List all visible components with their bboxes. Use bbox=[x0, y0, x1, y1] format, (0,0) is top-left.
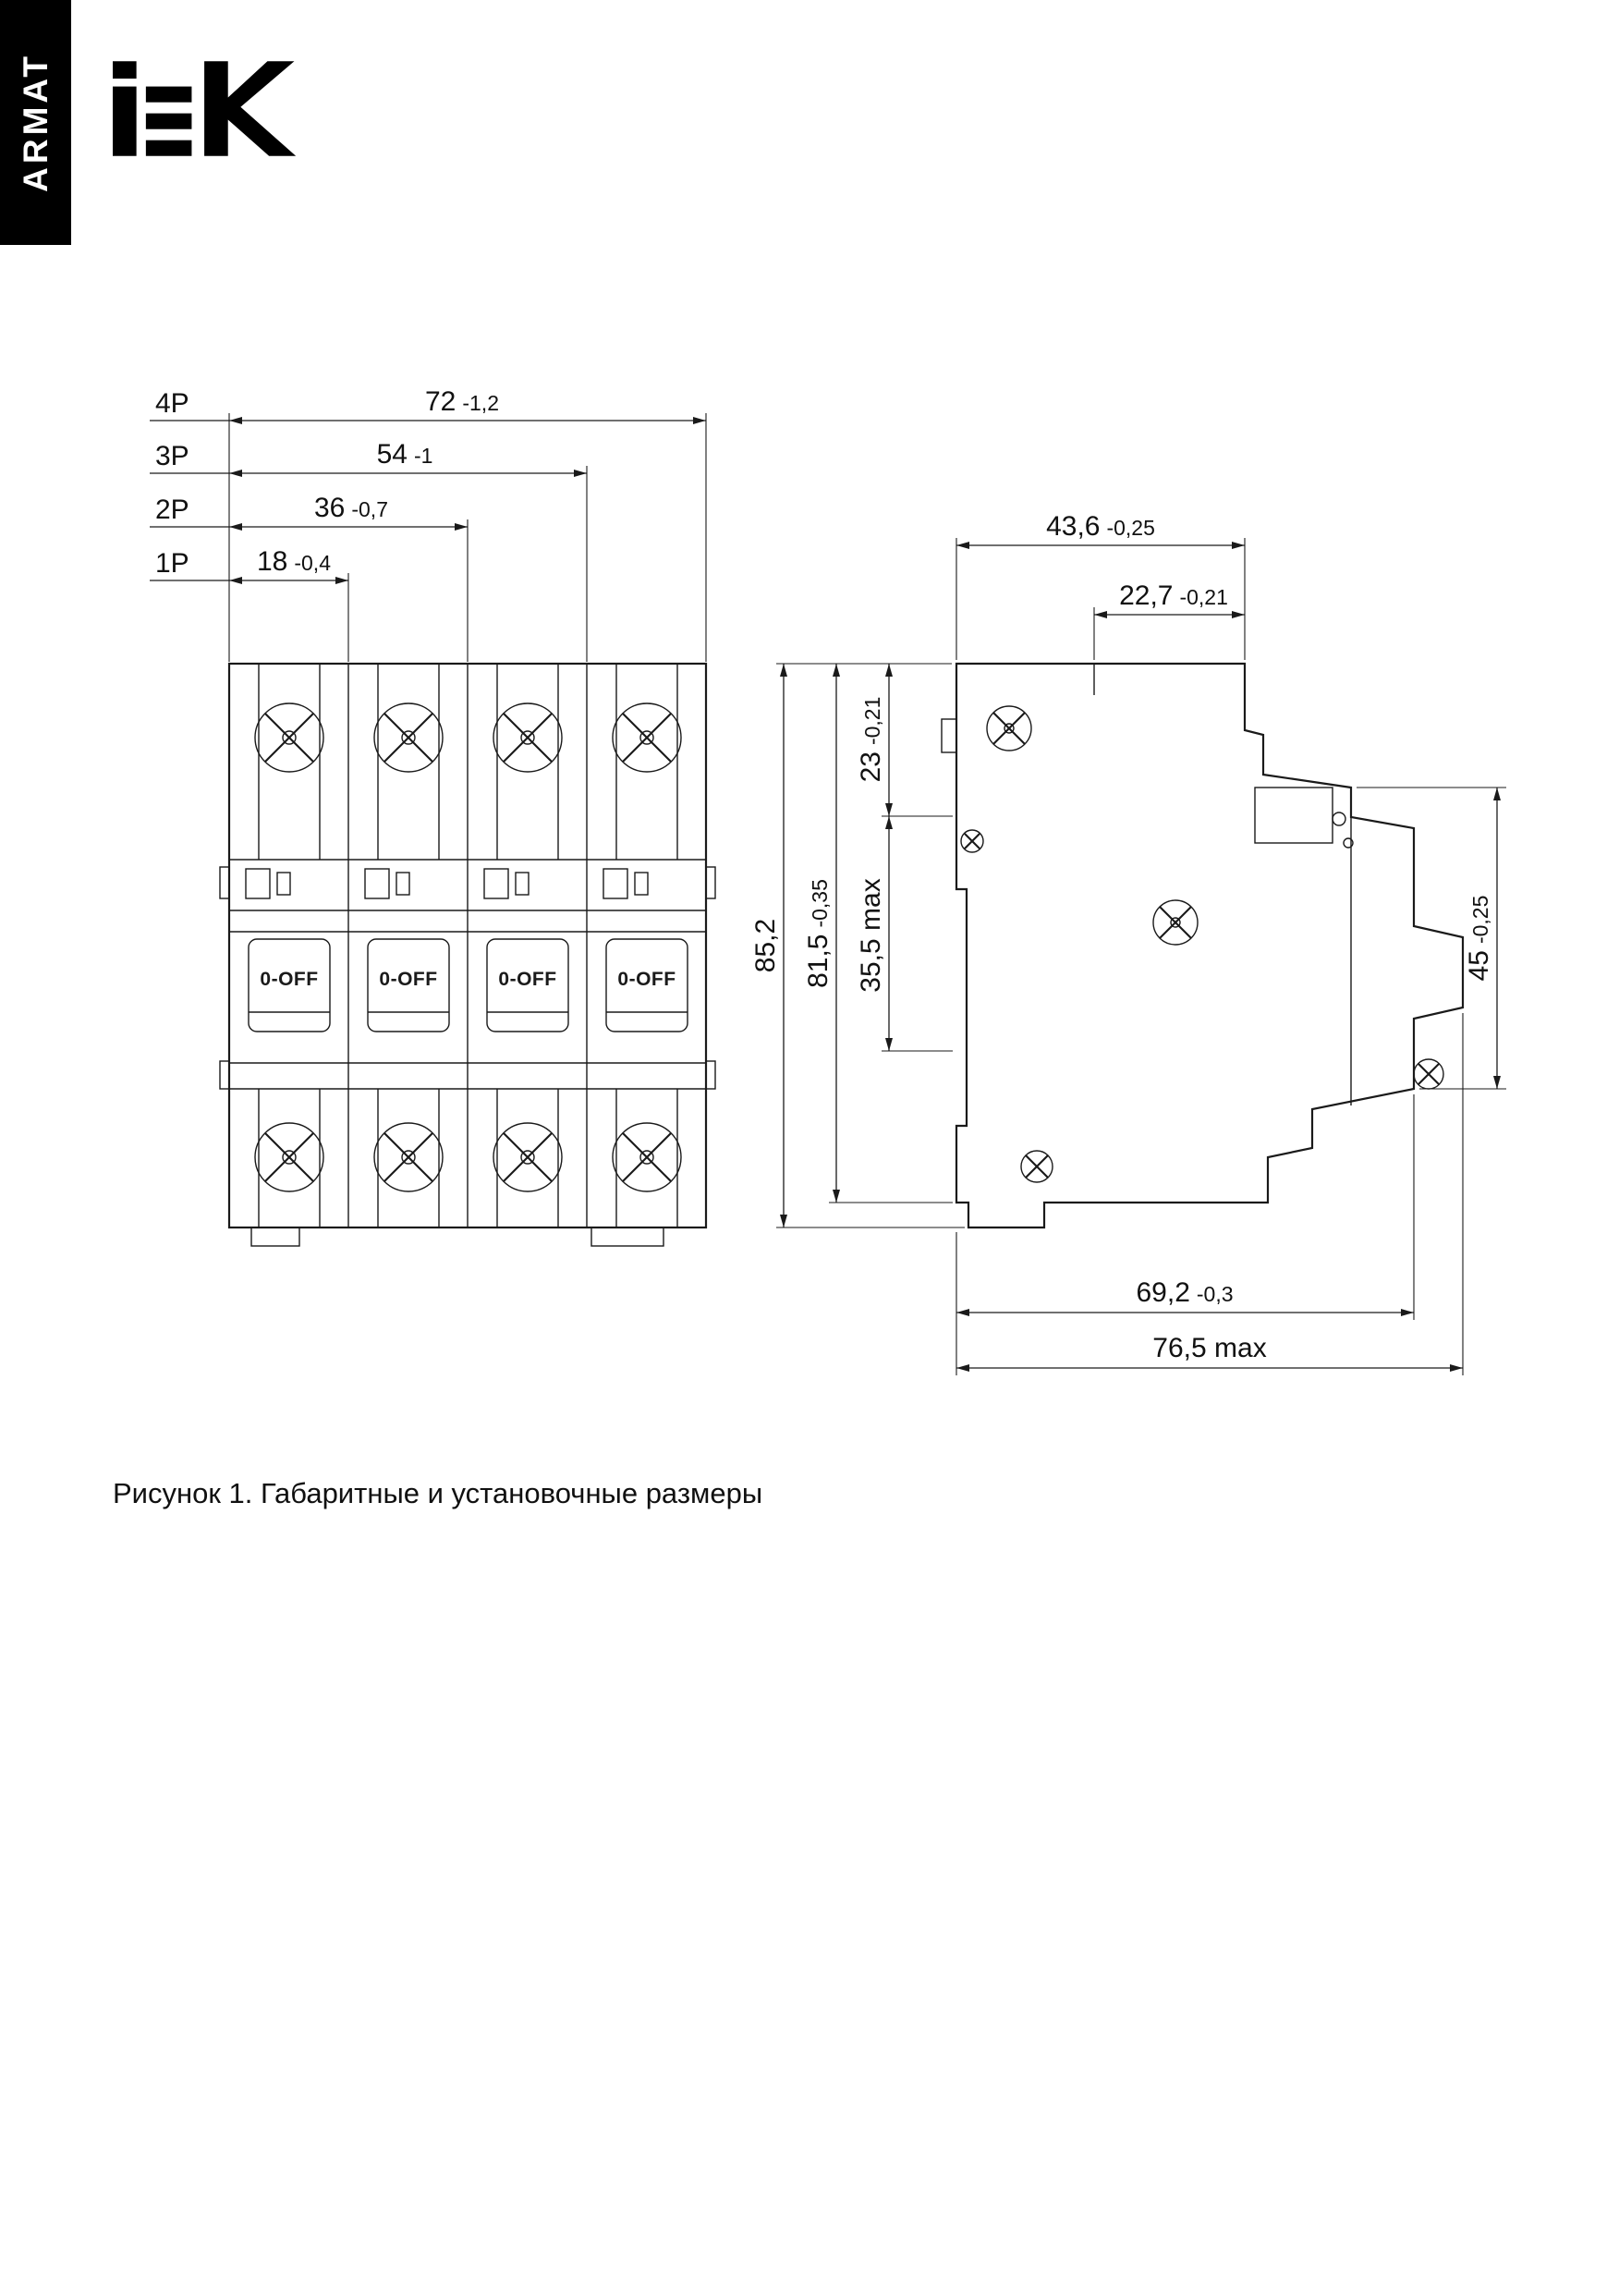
dim-width-4p: 72 -1,2 bbox=[424, 386, 500, 417]
series-label: ARMAT bbox=[16, 53, 55, 192]
pole-label-3p: 3P bbox=[155, 441, 189, 471]
rivet bbox=[987, 706, 1031, 751]
toggle-lever bbox=[606, 939, 688, 1032]
marking-plate bbox=[1255, 788, 1333, 843]
dim-height-total: 85,2 bbox=[750, 918, 781, 973]
toggle-lever bbox=[368, 939, 449, 1032]
toggle-label: 0-OFF bbox=[498, 969, 557, 990]
toggle-label: 0-OFF bbox=[617, 969, 676, 990]
pole-label-2p: 2P bbox=[155, 495, 189, 525]
dim-width-top: 43,6 -0,25 bbox=[1046, 511, 1155, 542]
dim-zone-front-max: 35,5 max bbox=[856, 878, 886, 993]
pole bbox=[484, 664, 568, 1227]
dim-zone-top: 23-0,21 bbox=[856, 696, 886, 783]
front-view-dimensions bbox=[150, 386, 706, 662]
side-view-dimensions bbox=[750, 511, 1506, 1375]
pole bbox=[365, 664, 449, 1227]
dim-height-body: 81,5-0,35 bbox=[803, 879, 834, 988]
terminal-screw-bottom bbox=[493, 1123, 562, 1191]
din-foot bbox=[251, 1227, 299, 1246]
dim-width-1p: 18 -0,4 bbox=[256, 546, 332, 577]
dim-front-window: 45-0,25 bbox=[1464, 895, 1494, 982]
side-tab bbox=[220, 867, 229, 898]
pole bbox=[246, 664, 330, 1227]
side-tab bbox=[706, 867, 715, 898]
toggle-label: 0-OFF bbox=[379, 969, 438, 990]
dim-depth-mount: 69,2 -0,3 bbox=[1136, 1277, 1234, 1308]
toggle-label: 0-OFF bbox=[260, 969, 319, 990]
terminal-screw-bottom bbox=[613, 1123, 681, 1191]
terminal-screw-side bbox=[1414, 1059, 1443, 1089]
front-view bbox=[220, 664, 715, 1246]
rivet bbox=[1153, 900, 1198, 945]
rivet bbox=[961, 830, 983, 852]
toggle-lever bbox=[249, 939, 330, 1032]
dim-width-3p: 54 -1 bbox=[376, 439, 433, 470]
din-foot bbox=[591, 1227, 663, 1246]
side-tab bbox=[706, 1061, 715, 1089]
din-hook bbox=[942, 719, 956, 752]
dim-width-2p: 36 -0,7 bbox=[313, 493, 389, 523]
pole bbox=[603, 664, 688, 1227]
terminal-screw-bottom bbox=[374, 1123, 443, 1191]
dim-width-front: 22,7 -0,21 bbox=[1119, 580, 1228, 611]
pole-label-1p: 1P bbox=[155, 548, 189, 579]
dim-depth-max: 76,5 max bbox=[1152, 1333, 1267, 1363]
pole-label-4p: 4P bbox=[155, 388, 189, 419]
terminal-screw-top bbox=[255, 703, 323, 772]
rivet bbox=[1021, 1151, 1053, 1182]
terminal-screw-bottom bbox=[255, 1123, 323, 1191]
terminal-screw-top bbox=[493, 703, 562, 772]
figure-caption: Рисунок 1. Габаритные и установочные размеры bbox=[113, 1477, 763, 1509]
side-view bbox=[942, 664, 1463, 1227]
terminal-screw-top bbox=[613, 703, 681, 772]
toggle-lever bbox=[487, 939, 568, 1032]
side-tab bbox=[220, 1061, 229, 1089]
terminal-screw-top bbox=[374, 703, 443, 772]
